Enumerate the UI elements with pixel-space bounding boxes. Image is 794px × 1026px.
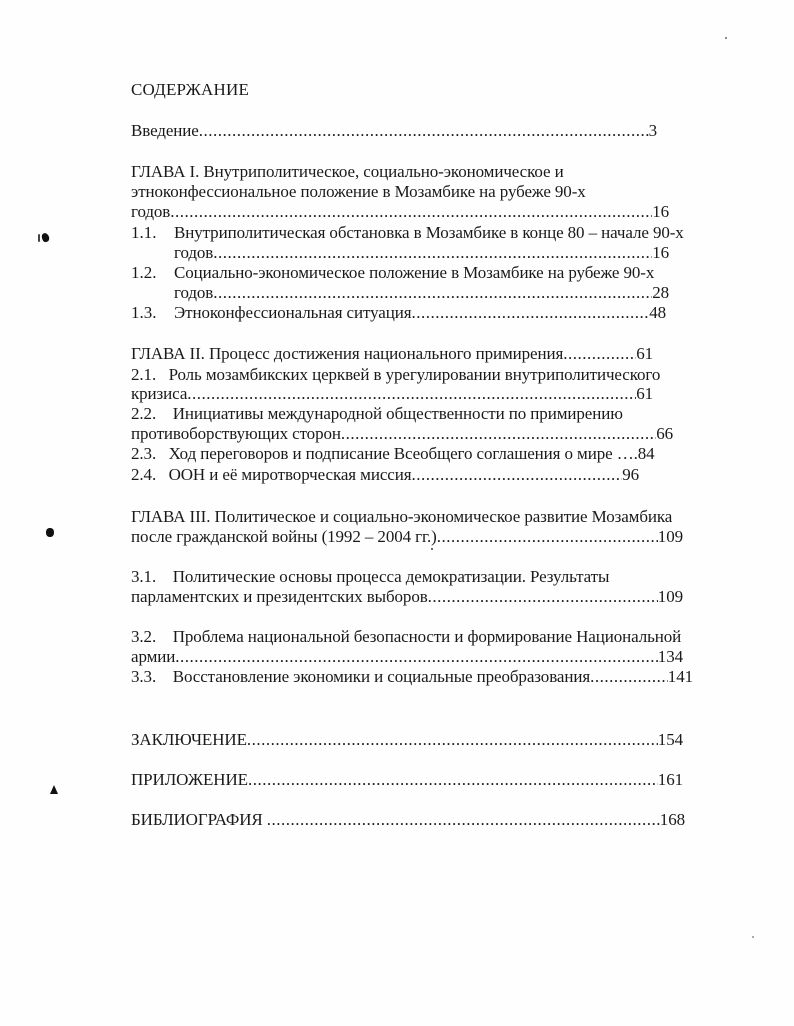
scan-speck-mid xyxy=(431,548,433,550)
entry-label: кризиса xyxy=(131,384,188,403)
section-title-last-line xyxy=(174,243,669,263)
chapter-heading-line: ГЛАВА I. Внутриполитическое, социально-экономическое и xyxy=(131,162,564,181)
section-number: 1.3. xyxy=(131,303,157,322)
section-number: 1.2. xyxy=(131,263,157,282)
section-title-last-line xyxy=(131,424,673,444)
page-number: 134 xyxy=(657,647,683,666)
section-title-line: Внутриполитическая обстановка в Мозамбике в конце 80 – начале 90-х xyxy=(174,223,684,242)
section-title-last-line xyxy=(131,587,683,607)
entry-label: ЗАКЛЮЧЕНИЕ xyxy=(131,730,247,749)
dot-leader xyxy=(267,810,660,830)
entry-label: ООН и её миротворческая миссия xyxy=(168,465,412,484)
dot-leader xyxy=(437,527,658,547)
toc-section-2-3[interactable] xyxy=(131,444,655,464)
scan-speck-bottom-right xyxy=(752,936,754,938)
page-number: 84 xyxy=(637,444,655,463)
dot-leader xyxy=(213,283,652,303)
dot-leader xyxy=(590,667,668,687)
section-number: 2.1. xyxy=(131,365,157,384)
toc-entry-appendix[interactable] xyxy=(131,770,683,790)
page-number: 96 xyxy=(622,465,639,484)
dot-leader xyxy=(563,344,636,364)
entry-label: ГЛАВА II. Процесс достижения национального примирения xyxy=(131,344,564,363)
dot-leader xyxy=(170,202,652,222)
page-number: 61 xyxy=(636,384,653,403)
page-number: 168 xyxy=(659,810,685,829)
section-title-last-line xyxy=(174,283,669,303)
page-number: 61 xyxy=(636,344,653,363)
scan-mark-1-tail xyxy=(38,234,40,242)
section-number: 2.4. xyxy=(131,465,157,484)
section-title: Ход переговоров и подписание Всеобщего соглашения о мире xyxy=(168,444,613,463)
section-title-last-line xyxy=(131,384,653,404)
scan-speck-top-right xyxy=(725,37,727,39)
section-title-line xyxy=(131,404,623,424)
section-number: 1.1. xyxy=(131,223,157,242)
entry-label: годов xyxy=(174,243,214,262)
section-number: 3.2. xyxy=(131,627,157,646)
section-number: 3.1. xyxy=(131,567,157,586)
section-title xyxy=(131,465,411,485)
toc-section-3-3[interactable] xyxy=(131,667,693,687)
section-number: 2.3. xyxy=(131,444,157,463)
dot-leader xyxy=(428,587,658,607)
section-title: Проблема национальной безопасности и формирование Национальной xyxy=(172,627,682,646)
entry-label: годов xyxy=(174,283,214,302)
section-title xyxy=(131,667,590,687)
dot-leader xyxy=(341,424,656,444)
dot-leader xyxy=(187,384,636,404)
chapter-heading-last-line xyxy=(131,202,669,222)
section-title-line xyxy=(174,303,666,323)
scan-mark-3 xyxy=(50,785,58,794)
section-title: Политические основы процесса демократизации. Результаты xyxy=(172,567,610,586)
chapter-heading-line: ГЛАВА III. Политическое и социально-экономическое развитие Мозамбика xyxy=(131,507,673,526)
section-title: Инициативы международной общественности по примирению xyxy=(172,404,623,423)
section-title-line xyxy=(131,627,681,647)
dot-leader xyxy=(175,647,658,667)
page-number: 16 xyxy=(652,243,669,262)
page-number: 141 xyxy=(667,667,693,686)
dot-leader xyxy=(411,303,649,323)
section-title-line: Социально-экономическое положение в Мозамбике на рубеже 90-х xyxy=(174,263,655,282)
entry-label: парламентских и президентских выборов xyxy=(131,587,428,606)
dot-leader xyxy=(199,121,649,141)
entry-label: противоборствующих сторон xyxy=(131,424,341,443)
entry-label: ПРИЛОЖЕНИЕ xyxy=(131,770,248,789)
page-number: 109 xyxy=(657,527,683,546)
section-number: 2.2. xyxy=(131,404,157,423)
section-title-line xyxy=(131,365,660,385)
section-title: Роль мозамбикских церквей в урегулировании внутриполитического xyxy=(168,365,661,384)
dot-leader xyxy=(411,465,622,485)
toc-title: СОДЕРЖАНИЕ xyxy=(131,80,250,99)
dot-leader xyxy=(247,730,658,750)
toc-chapter-2[interactable] xyxy=(131,344,653,364)
entry-label: Введение xyxy=(131,121,199,140)
chapter-heading-line: этноконфессиональное положение в Мозамбике на рубеже 90-х xyxy=(131,182,586,201)
page-number: 66 xyxy=(656,424,673,443)
page-number: 109 xyxy=(657,587,683,606)
entry-label: армии xyxy=(131,647,176,666)
entry-label: БИБЛИОГРАФИЯ xyxy=(131,810,267,829)
dot-leader xyxy=(213,243,652,263)
scan-mark-1 xyxy=(41,232,51,243)
page-number: 3 xyxy=(648,121,657,140)
entry-label: годов xyxy=(131,202,171,221)
toc-entry-introduction[interactable] xyxy=(131,121,657,141)
toc-entry-conclusion[interactable] xyxy=(131,730,683,750)
entry-label: Этноконфессиональная ситуация xyxy=(174,303,412,322)
page-number: 28 xyxy=(652,283,669,302)
scan-mark-2 xyxy=(46,528,54,537)
dot-leader: …. xyxy=(616,444,638,463)
dot-leader xyxy=(248,770,658,790)
page-number: 154 xyxy=(657,730,683,749)
section-title-last-line xyxy=(131,647,683,667)
entry-label: Восстановление экономики и социальные преобразования xyxy=(172,667,591,686)
toc-section-2-4[interactable] xyxy=(131,465,639,485)
page-number: 48 xyxy=(649,303,666,322)
page-number: 16 xyxy=(652,202,669,221)
entry-label: после гражданской войны (1992 – 2004 гг.) xyxy=(131,527,437,546)
section-number: 3.3. xyxy=(131,667,157,686)
chapter-heading-last-line xyxy=(131,527,683,547)
page-number: 161 xyxy=(657,770,683,789)
section-title-line xyxy=(131,567,609,587)
toc-entry-bibliography[interactable] xyxy=(131,810,685,830)
